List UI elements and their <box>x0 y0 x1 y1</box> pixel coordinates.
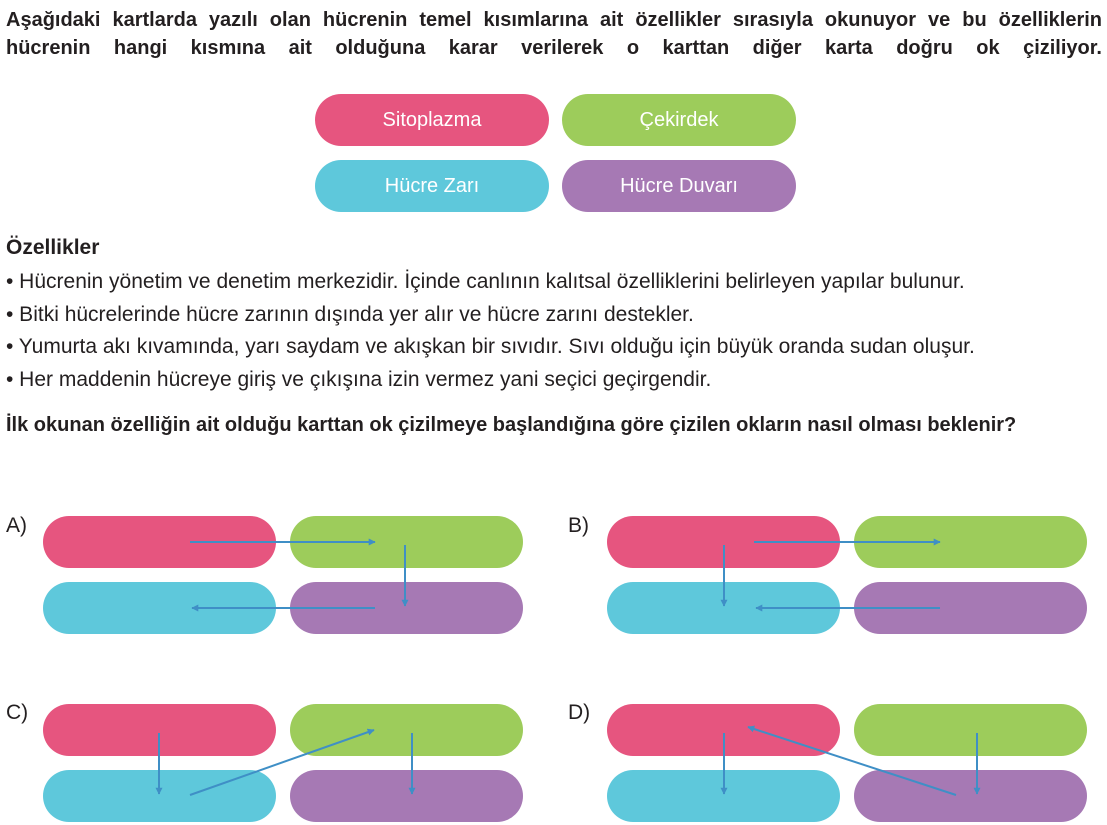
option-d-arrow-2 <box>748 727 956 795</box>
option-c-arrow-2 <box>190 730 374 795</box>
feature-item-3: • Yumurta akı kıvamında, yarı saydam ve akışkan bir sıvıdır. Sıvı olduğu için büyük oranda sudan oluşur. <box>6 335 975 359</box>
card-cekirdek: Çekirdek <box>562 94 796 146</box>
option-c-label[interactable]: C) <box>6 701 29 724</box>
intro-text: Aşağıdaki kartlarda yazılı olan hücrenin temel kısımlarına ait özellikler sırasıyla okunuyor ve bu özelliklerin hücrenin hangi kısmına ait olduğuna karar verilerek o karttan diğer karta doğru ok çiziliyor. <box>6 9 1102 59</box>
card-hucre-duvari: Hücre Duvarı <box>562 160 796 212</box>
option-a-label[interactable]: A) <box>6 514 27 537</box>
feature-item-1: • Hücrenin yönetim ve denetim merkezidir. İçinde canlının kalıtsal özelliklerini belirleyen yapılar bulunur. <box>6 270 965 293</box>
feature-item-2: • Bitki hücrelerinde hücre zarının dışında yer alır ve hücre zarını destekler. <box>6 302 694 326</box>
feature-item-4: • Her maddenin hücreye giriş ve çıkışına izin vermez yani seçici geçirgendir. <box>6 368 712 392</box>
option-d-label[interactable]: D) <box>568 701 591 724</box>
option-b-label[interactable]: B) <box>568 514 589 537</box>
card-hucre-zari: Hücre Zarı <box>315 160 549 212</box>
question-text: İlk okunan özelliğin ait olduğu karttan ok çizilmeye başlandığına göre çizilen okların nasıl olması beklenir? <box>6 414 1017 436</box>
features-title: Özellikler <box>6 236 100 259</box>
card-sitoplazma: Sitoplazma <box>315 94 549 146</box>
